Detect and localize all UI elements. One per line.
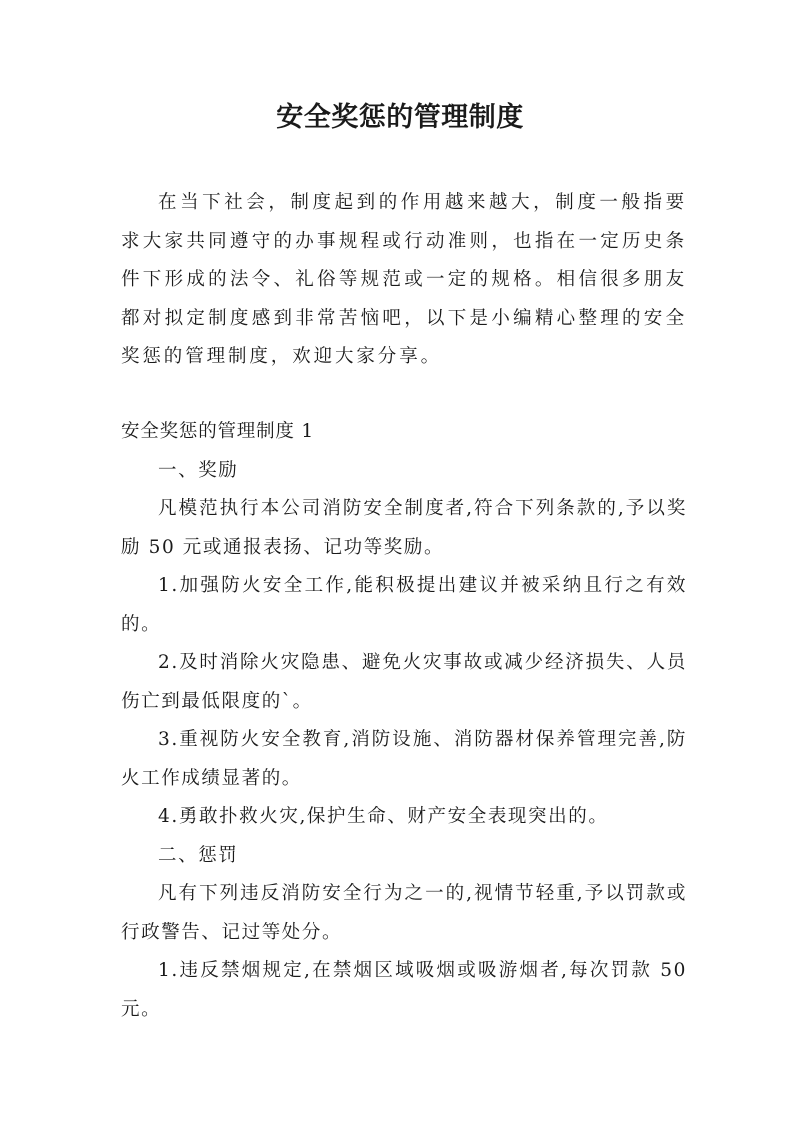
document-title: 安全奖惩的管理制度 — [276, 102, 524, 133]
penalty-intro-paragraph: 凡有下列违反消防安全行为之一的,视情节轻重,予以罚款或行政警告、记过等处分。 — [121, 883, 687, 943]
intro-paragraph: 在当下社会，制度起到的作用越来越大，制度一般指要求大家共同遵守的办事规程或行动准则，也指在一定历史条件下形成的法令、礼俗等规范或一定的规格。相信很多朋友都对拟定制度感到非常苦恼吧，以下是小编精心整理的安全奖惩的管理制度，欢迎大家分享。 — [121, 192, 687, 367]
section-title: 安全奖惩的管理制度 1 — [121, 421, 314, 442]
heading-penalty: 二、惩罚 — [158, 844, 239, 866]
penalty-item-1: 1.违反禁烟规定,在禁烟区域吸烟或吸游烟者,每次罚款 50 元。 — [121, 960, 687, 1020]
document-body — [121, 413, 687, 1029]
reward-item-2: 2.及时消除火灾隐患、避免火灾事故或减少经济损失、人员伤亡到最低限度的`。 — [121, 652, 687, 712]
reward-item-4: 4.勇敢扑救火灾,保护生命、财产安全表现突出的。 — [158, 806, 609, 827]
heading-reward: 一、奖励 — [158, 459, 239, 481]
reward-item-3: 3.重视防火安全教育,消防设施、消防器材保养管理完善,防火工作成绩显著的。 — [121, 729, 687, 789]
reward-item-1: 1.加强防火安全工作,能积极提出建议并被采纳且行之有效的。 — [121, 575, 687, 635]
reward-intro-paragraph: 凡模范执行本公司消防安全制度者,符合下列条款的,予以奖励 50 元或通报表扬、记功等奖励。 — [121, 498, 687, 558]
